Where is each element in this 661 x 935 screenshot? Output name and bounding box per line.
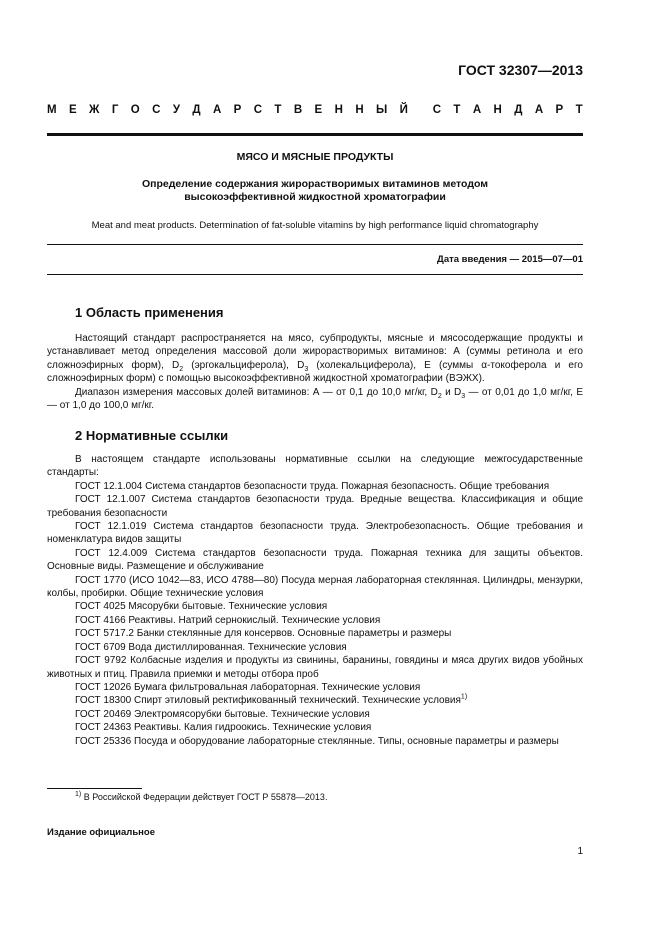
interstate-letter: Ж	[89, 104, 100, 116]
interstate-letter: С	[253, 104, 263, 116]
footnote-rule	[47, 788, 142, 789]
interstate-letter: А	[212, 104, 222, 116]
interstate-letter: Т	[453, 104, 461, 116]
scope-paragraph: Настоящий стандарт распространяется на мясо, субпродукты, мясные и мясосодержащие продукты и устанавливает метод определения массовой доли жирорастворимых витаминов: А (суммы ретинола и его сложноэфирных форм), $D_2$ (эргокальциферола), $D_3$ (холекальциферола), Е (суммы α-токоферола и его сложноэфирных форм) с помощью высокоэффективной жидкостной хроматографии (ВЭЖХ).	[47, 333, 583, 385]
reference-item: ГОСТ 9792 Колбасные изделия и продукты из свинины, баранины, говядины и мяса других видов убойных животных и птиц. Правила приемки и методы отбора проб	[47, 655, 583, 680]
section-2-heading: 2 Нормативные ссылки	[75, 428, 229, 443]
interstate-letter: А	[472, 104, 482, 116]
english-title: Meat and meat products. Determination of fat-soluble vitamins by high performance liquid chromatography	[91, 220, 539, 231]
reference-item: ГОСТ 4025 Мясорубки бытовые. Технические условия	[75, 601, 328, 613]
interstate-letter: В	[293, 104, 303, 116]
interstate-letter: М	[47, 104, 57, 116]
interstate-letter: Н	[493, 104, 502, 116]
reference-item: ГОСТ 18300 Спирт этиловый ректификованный технический. Технические условия$^{1)}$	[75, 693, 468, 707]
title-rule	[47, 244, 583, 245]
reference-item: ГОСТ 12.1.019 Система стандартов безопасности труда. Электробезопасность. Общие требования и номенклатура видов защиты	[47, 521, 583, 546]
introduction-date: Дата введения — 2015—07—01	[437, 254, 583, 265]
section-1-heading: 1 Область применения	[75, 305, 224, 320]
date-rule	[47, 274, 583, 275]
interstate-letter: Р	[555, 104, 564, 116]
interstate-letter: У	[172, 104, 180, 116]
section-1-body	[47, 332, 583, 412]
reference-item: ГОСТ 12.1.007 Система стандартов безопасности труда. Вредные вещества. Классификация и общие требования безопасности	[47, 494, 583, 519]
reference-item: ГОСТ 12.1.004 Система стандартов безопасности труда. Пожарная безопасность. Общие требования	[75, 480, 550, 492]
reference-item: ГОСТ 6709 Вода дистиллированная. Технические условия	[75, 641, 347, 653]
page-number: 1	[577, 846, 583, 857]
subtitle-line-1: Определение содержания жирорастворимых витаминов методом	[141, 178, 489, 190]
interstate-letter: А	[534, 104, 544, 116]
interstate-letter: Т	[575, 104, 583, 116]
interstate-letter: Ы	[376, 104, 388, 116]
interstate-letter: Й	[399, 104, 408, 116]
interstate-letter: Е	[68, 104, 77, 116]
header-rule	[47, 133, 583, 136]
interstate-letter: Т	[274, 104, 282, 116]
interstate-letter: С	[152, 104, 161, 116]
interstate-letter: Д	[514, 104, 523, 116]
interstate-standard-banner	[47, 104, 583, 116]
interstate-letter: О	[130, 104, 140, 116]
normative-references	[47, 453, 583, 748]
references-intro: В настоящем стандарте использованы нормативные ссылки на следующие межгосударственные стандарты:	[47, 454, 583, 479]
reference-item: ГОСТ 5717.2 Банки стеклянные для консервов. Основные параметры и размеры	[75, 628, 452, 640]
interstate-letter: Н	[334, 104, 343, 116]
document-subtitle	[47, 178, 583, 204]
reference-item: ГОСТ 20469 Электромясорубки бытовые. Технические условия	[75, 708, 370, 720]
interstate-letter: Р	[233, 104, 242, 116]
reference-item: ГОСТ 12.4.009 Система стандартов безопасности труда. Пожарная техника для защиты объектов. Основные виды. Размещение и обслуживание	[47, 547, 583, 573]
reference-item: ГОСТ 25336 Посуда и оборудование лабораторные стеклянные. Типы, основные параметры и размеры	[75, 735, 559, 747]
interstate-letter: Д	[192, 104, 201, 116]
subtitle-line-2: высокоэффективной жидкостной хроматографии	[184, 191, 446, 203]
reference-item: ГОСТ 1770 (ИСО 1042—83, ИСО 4788—80) Посуда мерная лабораторная стеклянная. Цилиндры, мензурки, колбы, пробирки. Общие технические условия	[47, 574, 583, 600]
range-paragraph: Диапазон измерения массовых долей витаминов: А — от 0,1 до 10,0 мг/кг, $D_2$ и $D_3$ — от 0,01 до 1,0 мг/кг, Е — от 1,0 до 100,0 мг/кг.	[47, 386, 583, 412]
reference-item: ГОСТ 12026 Бумага фильтровальная лабораторная. Технические условия	[75, 681, 421, 693]
gost-number: ГОСТ 32307—2013	[458, 62, 583, 78]
interstate-letter: С	[432, 104, 442, 116]
official-edition-label: Издание официальное	[47, 827, 155, 838]
reference-item: ГОСТ 4166 Реактивы. Натрий сернокислый. Технические условия	[75, 614, 381, 626]
interstate-letter: Н	[355, 104, 364, 116]
footnote-marker: 1)	[460, 693, 468, 701]
interstate-letter: Е	[314, 104, 323, 116]
reference-item: ГОСТ 24363 Реактивы. Калия гидроокись. Технические условия	[75, 722, 372, 734]
document-title: МЯСО И МЯСНЫЕ ПРОДУКТЫ	[236, 151, 394, 163]
interstate-letter: Г	[111, 104, 119, 116]
footnote: $^{1)}$ В Российской Федерации действует ГОСТ Р 55878—2013.	[75, 791, 328, 802]
